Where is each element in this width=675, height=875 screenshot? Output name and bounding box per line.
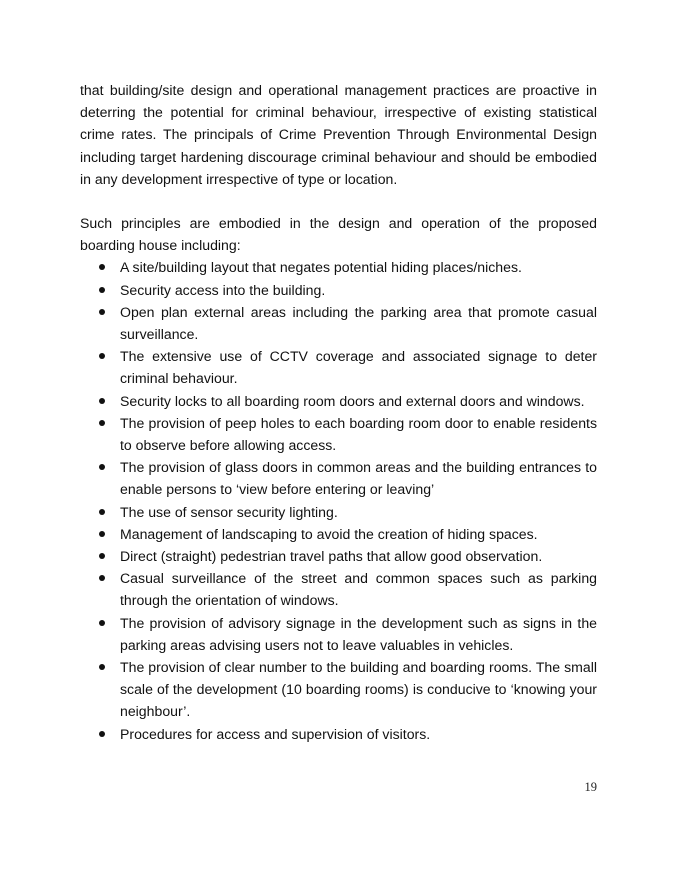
list-item-text: The provision of advisory signage in the development such as signs in the parking areas advising users not to leave valuables in vehicles.: [120, 614, 597, 653]
list-item: [80, 612, 597, 656]
bullet-icon: [99, 420, 105, 426]
bullet-icon: [99, 731, 105, 737]
list-item-text: Security access into the building.: [120, 281, 326, 298]
list-item: [80, 256, 597, 278]
bullet-icon: [99, 575, 105, 581]
principles-list: [80, 256, 597, 744]
bullet-icon: [99, 531, 105, 537]
bullet-icon: [99, 353, 105, 359]
list-item: [80, 723, 597, 745]
list-item-text: Open plan external areas including the parking area that promote casual surveillance.: [120, 303, 597, 343]
list-item: [80, 501, 597, 523]
list-item: [80, 279, 597, 301]
bullet-icon: [99, 509, 105, 515]
bullet-icon: [99, 664, 105, 670]
intro-paragraph: that building/site design and operational management practices are proactive in deterring the potential for criminal behaviour, irrespective of existing statistical crime rates. The principals of Crime Prevention Through Environmental Design including target hardening discourage criminal behaviour and should be embodied in any development irrespective of type or location.: [80, 82, 597, 187]
list-item-text: Security locks to all boarding room doors and external doors and windows.: [120, 392, 585, 409]
list-item-text: The extensive use of CCTV coverage and associated signage to deter criminal behaviour.: [120, 348, 597, 387]
list-item-text: Procedures for access and supervision of visitors.: [120, 725, 431, 742]
list-item-text: The provision of clear number to the building and boarding rooms. The small scale of the development (10 boarding rooms) is conducive to ‘knowing your neighbour’.: [120, 659, 597, 720]
list-item-text: A site/building layout that negates potential hiding places/niches.: [120, 259, 522, 276]
principles-paragraph: Such principles are embodied in the design and operation of the proposed boarding house including:: [80, 215, 597, 254]
list-item: [80, 390, 597, 412]
list-item-text: The use of sensor security lighting.: [120, 503, 338, 520]
list-item: [80, 523, 597, 545]
bullet-icon: [99, 309, 105, 315]
list-item-text: The provision of glass doors in common areas and the building entrances to enable persons to ‘view before entering or leaving’: [120, 459, 597, 498]
page-number: 19: [584, 780, 597, 794]
list-item-text: The provision of peep holes to each boarding room door to enable residents to observe before allowing access.: [120, 414, 597, 454]
list-item: [80, 412, 597, 456]
bullet-icon: [99, 553, 105, 559]
bullet-icon: [99, 287, 105, 293]
bullet-icon: [99, 264, 105, 270]
list-item: [80, 345, 597, 389]
list-item: [80, 656, 597, 723]
list-item-text: Casual surveillance of the street and common spaces such as parking through the orientation of windows.: [120, 570, 597, 609]
list-item: [80, 301, 597, 345]
bullet-icon: [99, 398, 105, 404]
bullet-icon: [99, 464, 105, 470]
page-body: [80, 79, 597, 745]
bullet-icon: [99, 620, 105, 626]
list-item: [80, 545, 597, 567]
list-item-text: Management of landscaping to avoid the creation of hiding spaces.: [120, 525, 538, 542]
list-item: [80, 456, 597, 500]
list-item-text: Direct (straight) pedestrian travel paths that allow good observation.: [120, 548, 543, 565]
list-item: [80, 567, 597, 611]
